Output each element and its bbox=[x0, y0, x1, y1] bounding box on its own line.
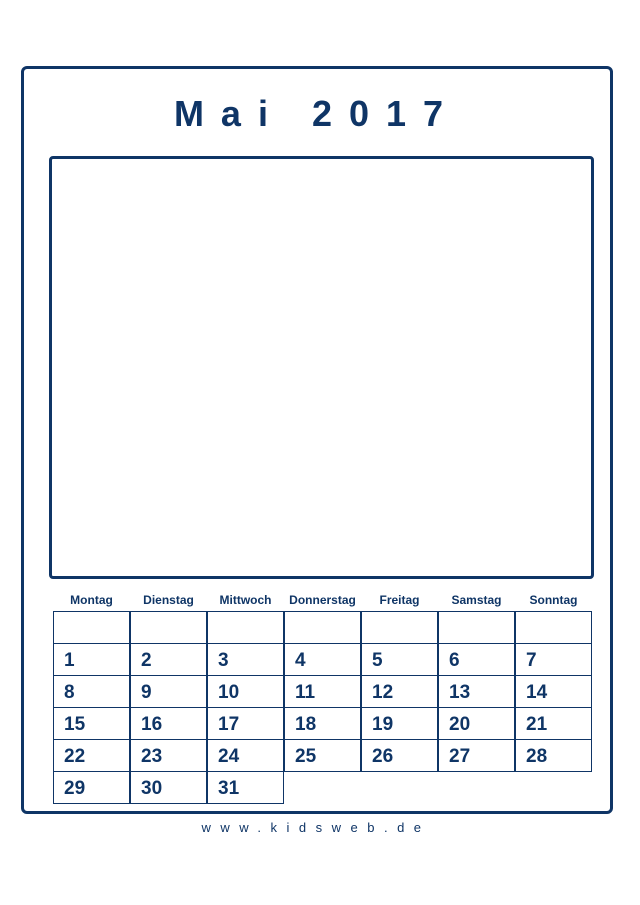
day-number: 20 bbox=[449, 714, 471, 735]
calendar-day-grid bbox=[53, 611, 591, 804]
photo-placeholder-box bbox=[49, 156, 594, 579]
day-number: 9 bbox=[141, 682, 152, 703]
day-cell bbox=[361, 675, 438, 708]
day-number: 5 bbox=[372, 650, 383, 671]
day-number: 3 bbox=[218, 650, 229, 671]
day-number: 31 bbox=[218, 778, 240, 799]
day-cell bbox=[53, 707, 130, 740]
day-number: 24 bbox=[218, 746, 240, 767]
day-number: 12 bbox=[372, 682, 394, 703]
day-number: 14 bbox=[526, 682, 548, 703]
day-number: 28 bbox=[526, 746, 548, 767]
day-number: 22 bbox=[64, 746, 86, 767]
day-cell bbox=[438, 611, 515, 644]
day-cell bbox=[515, 643, 592, 676]
day-number: 16 bbox=[141, 714, 163, 735]
day-number: 19 bbox=[372, 714, 394, 735]
weekday-label: Donnerstag bbox=[289, 593, 356, 607]
weekday-label: Freitag bbox=[379, 593, 420, 607]
day-cell bbox=[284, 611, 361, 644]
day-cell bbox=[438, 707, 515, 740]
day-number: 6 bbox=[449, 650, 460, 671]
footer-url: www.kidsweb.de bbox=[201, 820, 431, 835]
day-number: 1 bbox=[64, 650, 75, 671]
weekday-label: Montag bbox=[70, 593, 113, 607]
day-cell bbox=[53, 739, 130, 772]
day-number: 17 bbox=[218, 714, 240, 735]
day-number: 13 bbox=[449, 682, 471, 703]
day-cell bbox=[515, 707, 592, 740]
weekday-label: Dienstag bbox=[143, 593, 194, 607]
weekday-label: Sonntag bbox=[529, 593, 578, 607]
day-cell bbox=[284, 643, 361, 676]
day-number: 26 bbox=[372, 746, 394, 767]
day-cell bbox=[130, 771, 207, 804]
day-cell bbox=[53, 643, 130, 676]
day-number: 30 bbox=[141, 778, 163, 799]
day-number: 2 bbox=[141, 650, 152, 671]
day-cell bbox=[207, 707, 284, 740]
day-cell bbox=[361, 707, 438, 740]
day-number: 8 bbox=[64, 682, 75, 703]
day-number: 4 bbox=[295, 650, 306, 671]
day-cell bbox=[130, 643, 207, 676]
day-number: 27 bbox=[449, 746, 471, 767]
day-cell bbox=[438, 675, 515, 708]
day-cell bbox=[207, 611, 284, 644]
day-cell bbox=[515, 739, 592, 772]
weekday-label: Mittwoch bbox=[219, 593, 272, 607]
day-number: 11 bbox=[295, 682, 316, 703]
day-cell bbox=[207, 739, 284, 772]
day-cell bbox=[207, 771, 284, 804]
day-number: 18 bbox=[295, 714, 317, 735]
weekday-header-row bbox=[53, 592, 591, 608]
day-cell bbox=[284, 675, 361, 708]
day-cell bbox=[515, 675, 592, 708]
day-cell bbox=[361, 611, 438, 644]
day-cell bbox=[207, 675, 284, 708]
day-cell bbox=[361, 739, 438, 772]
day-cell bbox=[130, 675, 207, 708]
day-number: 10 bbox=[218, 682, 240, 703]
day-cell bbox=[438, 739, 515, 772]
day-cell bbox=[130, 739, 207, 772]
day-cell bbox=[207, 643, 284, 676]
weekday-label: Samstag bbox=[451, 593, 502, 607]
day-number: 29 bbox=[64, 778, 86, 799]
day-cell bbox=[53, 611, 130, 644]
calendar-title: Mai 2017 bbox=[173, 93, 461, 134]
day-number: 25 bbox=[295, 746, 317, 767]
day-cell bbox=[130, 611, 207, 644]
day-cell bbox=[438, 643, 515, 676]
day-cell bbox=[53, 771, 130, 804]
day-number: 7 bbox=[526, 650, 537, 671]
day-number: 21 bbox=[526, 714, 548, 735]
day-cell bbox=[284, 739, 361, 772]
day-number: 15 bbox=[64, 714, 86, 735]
day-cell bbox=[53, 675, 130, 708]
day-cell bbox=[284, 707, 361, 740]
day-cell bbox=[515, 611, 592, 644]
day-cell bbox=[361, 643, 438, 676]
day-cell bbox=[130, 707, 207, 740]
day-number: 23 bbox=[141, 746, 163, 767]
